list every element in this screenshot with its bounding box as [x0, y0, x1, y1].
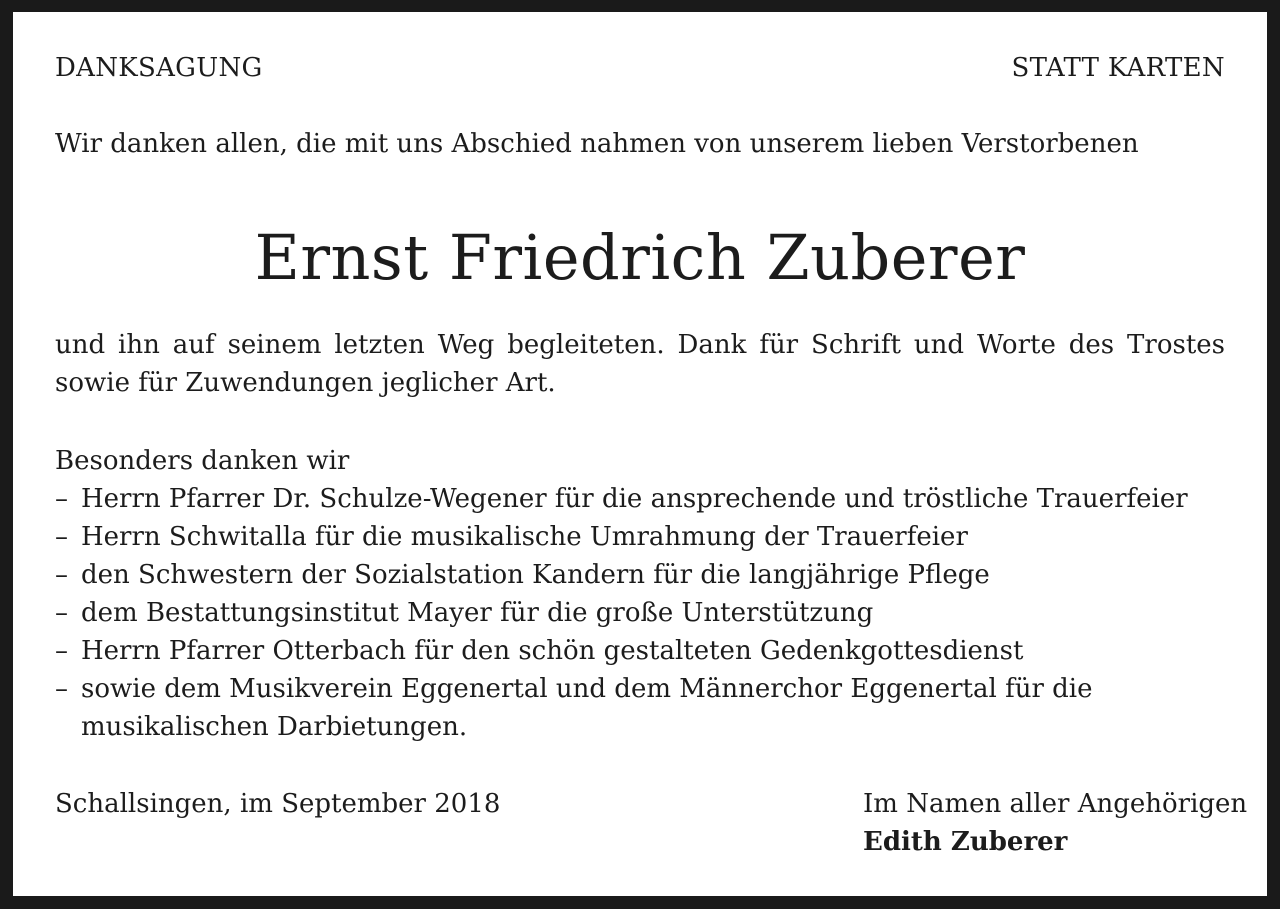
thanks-block — [55, 442, 1207, 746]
list-item-text: Herrn Pfarrer Otterbach für den schön gestalteten Gedenkgottesdienst — [81, 636, 1024, 666]
list-item-text: den Schwestern der Sozialstation Kandern für die langjährige Pflege — [81, 560, 990, 590]
list-item — [55, 518, 1207, 556]
dash-marker: – — [55, 674, 68, 704]
dash-marker: – — [55, 522, 68, 552]
list-item — [55, 670, 1207, 746]
dash-marker: – — [55, 560, 68, 590]
signature-line: Im Namen aller Angehörigen — [863, 789, 1248, 819]
intro-text: Wir danken allen, die mit uns Abschied nahmen von unserem lieben Verstorbenen — [55, 129, 1139, 159]
place-date: Schallsingen, im September 2018 — [55, 789, 501, 819]
dash-marker: – — [55, 484, 68, 514]
dash-marker: – — [55, 636, 68, 666]
list-item-text: Herrn Schwitalla für die musikalische Umrahmung der Trauerfeier — [81, 522, 968, 552]
list-item-text: sowie dem Musikverein Eggenertal und dem Männerchor Eggenertal für die musikalischen Darbietungen. — [81, 674, 1093, 742]
dash-marker: – — [55, 598, 68, 628]
list-item — [55, 556, 1207, 594]
list-item — [55, 480, 1207, 518]
list-item-text: Herrn Pfarrer Dr. Schulze-Wegener für die ansprechende und tröstliche Trauerfeier — [81, 484, 1188, 514]
obituary-card — [13, 12, 1267, 896]
list-item — [55, 632, 1207, 670]
header-statt-karten: STATT KARTEN — [1011, 53, 1225, 83]
list-item — [55, 594, 1207, 632]
header-danksagung: DANKSAGUNG — [55, 53, 263, 83]
thanks-list — [55, 480, 1207, 746]
signature-name: Edith Zuberer — [863, 827, 1068, 857]
deceased-name: Ernst Friedrich Zuberer — [254, 221, 1026, 294]
after-text: und ihn auf seinem letzten Weg begleiteten. Dank für Schrift und Worte des Trostes sowie für Zuwendungen jeglicher Art. — [55, 330, 1225, 398]
list-item-text: dem Bestattungsinstitut Mayer für die große Unterstützung — [81, 598, 874, 628]
signature-block — [863, 785, 1247, 861]
thanks-heading: Besonders danken wir — [55, 446, 350, 476]
